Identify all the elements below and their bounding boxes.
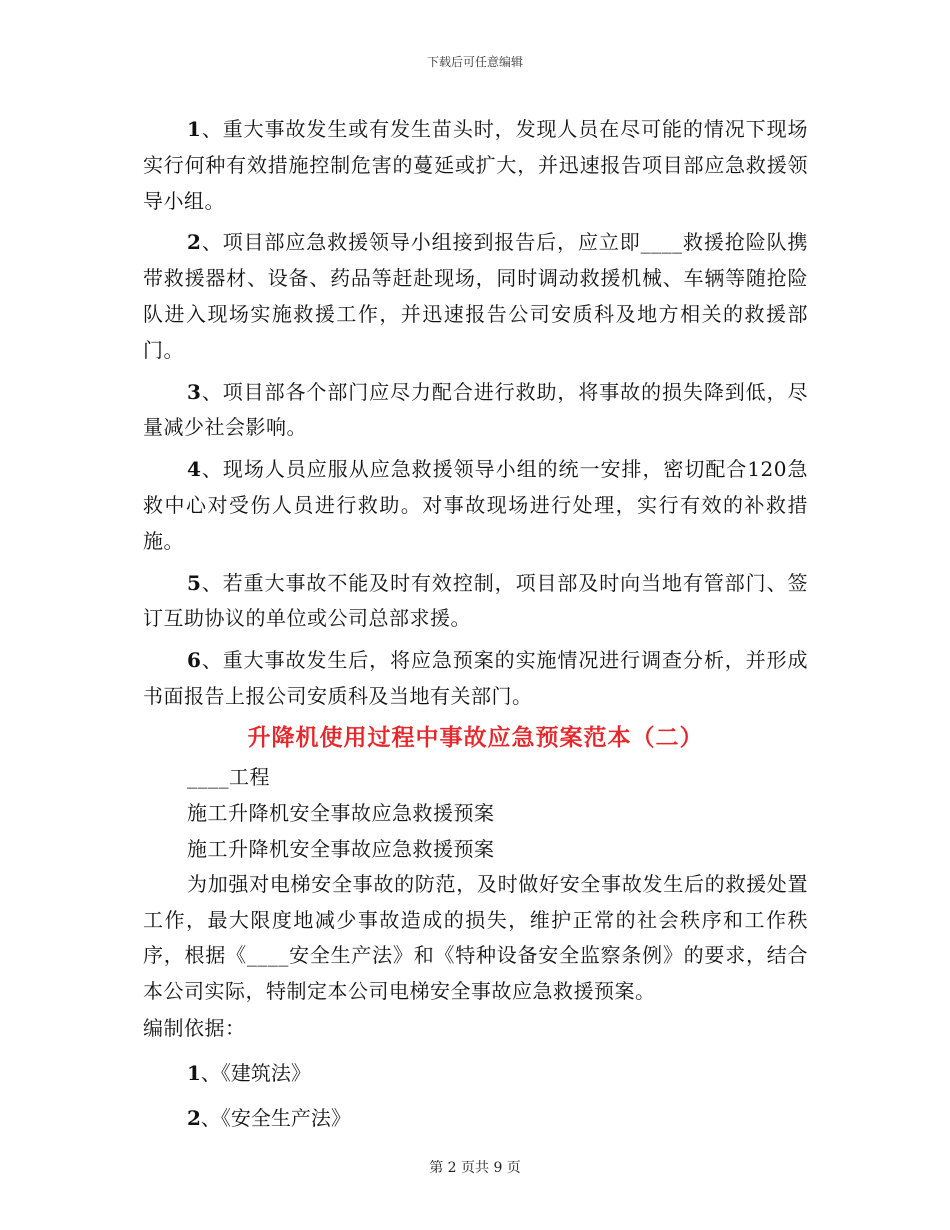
plan-subtitle: 施工升降机安全事故应急救援预案 — [187, 836, 495, 861]
basis-item-text: 、《建筑法》 — [200, 1060, 311, 1085]
basis-item — [143, 1100, 808, 1136]
paragraph-text: 、重大事故发生或有发生苗头时，发现人员在尽可能的情况下现场实行何种有效措施控制危害的蔓延或扩大，并迅速报告项目部应急救援领导小组。 — [143, 117, 808, 213]
basis-item-text: 、《安全生产法》 — [200, 1105, 351, 1130]
paragraph-number: 1 — [187, 117, 202, 141]
basis-item — [143, 1055, 808, 1091]
paragraph-text: 、重大事故发生后，将应急预案的实施情况进行调查分析，并形成书面报告上报公司安质科及当地有关部门。 — [143, 648, 808, 708]
numbered-paragraph — [143, 452, 808, 559]
page-header: 下载后可任意编辑 — [426, 55, 523, 69]
paragraph-text: 、现场人员应服从应急救援领导小组的统一安排，密切配合120急救中心对受伤人员进行救助。对事故现场进行处理，实行有效的补救措施。 — [143, 457, 808, 553]
numbered-paragraph — [143, 643, 808, 715]
intro-paragraph: 为加强对电梯安全事故的防范，及时做好安全事故发生后的救援处置工作，最大限度地减少事故造成的损失，维护正常的社会秩序和工作秩序，根据《____安全生产法》和《特种设备安全监察条例》的要求，结合本公司实际，特制定本公司电梯安全事故应急救援预案。 — [143, 871, 808, 1004]
paragraph-text: 、若重大事故不能及时有效控制，项目部及时向当地有管部门、签订互助协议的单位或公司总部求援。 — [143, 570, 808, 631]
paragraph-number: 4 — [187, 457, 202, 482]
paragraph-text: 、项目部各个部门应尽力配合进行救助，将事故的损失降到低，尽量减少社会影响。 — [143, 379, 808, 440]
basis-label: 编制依据： — [143, 1015, 246, 1040]
numbered-paragraph — [143, 566, 808, 638]
paragraph-number: 3 — [187, 379, 202, 404]
paragraph-number: 5 — [187, 570, 202, 595]
paragraph-text: 、项目部应急救援领导小组接到报告后，应立即____救援抢险队携带救援器材、设备、药品等赶赴现场，同时调动救援机械、车辆等随抢险队进入现场实施救援工作，并迅速报告公司安质科及地方相关的救援部门。 — [143, 230, 808, 362]
plan-subtitle: 施工升降机安全事故应急救援预案 — [187, 800, 495, 825]
section-title: 升降机使用过程中事故应急预案范本（二） — [247, 724, 704, 751]
numbered-paragraph — [143, 225, 808, 368]
document-body — [143, 112, 808, 1136]
basis-item-number: 1 — [187, 1060, 201, 1085]
page-footer: 第 2 页共 9 页 — [429, 1160, 521, 1176]
basis-item-number: 2 — [187, 1105, 201, 1130]
numbered-paragraph — [143, 375, 808, 447]
paragraph-number: 2 — [187, 230, 202, 255]
paragraph-number: 6 — [187, 648, 202, 673]
numbered-paragraph — [143, 112, 808, 219]
project-line: ____工程 — [187, 764, 270, 789]
